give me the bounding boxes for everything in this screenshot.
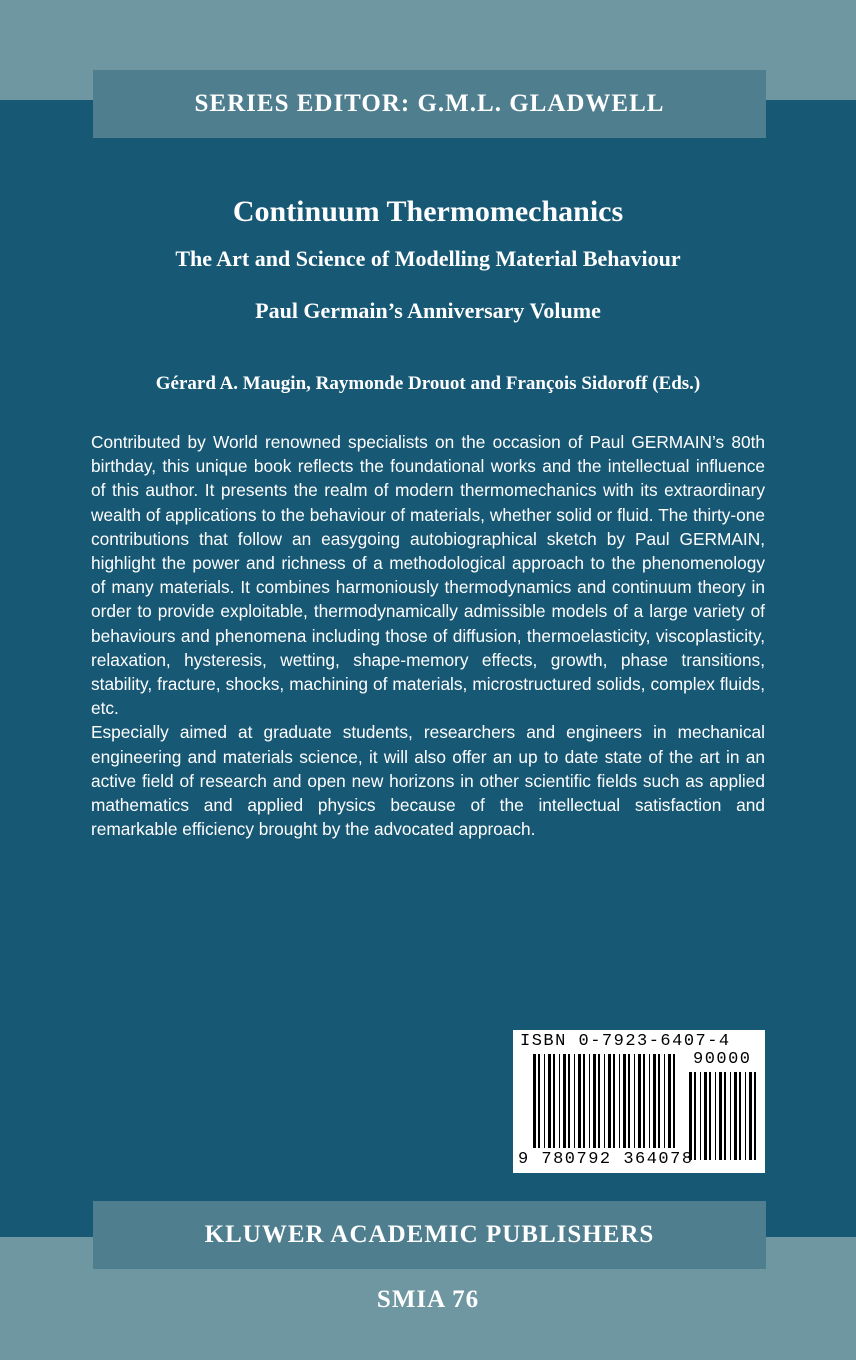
barcode-bar <box>553 1054 555 1148</box>
barcode-bar <box>544 1054 545 1148</box>
barcode-bar <box>653 1054 656 1148</box>
barcode-bar <box>628 1054 630 1148</box>
barcode-bar <box>658 1054 660 1148</box>
barcode-bar <box>604 1054 605 1148</box>
barcode-bar <box>724 1072 726 1160</box>
barcode-bar <box>719 1072 722 1160</box>
barcode-bar <box>619 1054 620 1148</box>
barcode-bar <box>563 1054 566 1148</box>
barcode-bar <box>623 1054 626 1148</box>
isbn-number: ISBN 0-7923-6407-4 <box>520 1032 731 1051</box>
barcode-bar <box>754 1072 756 1160</box>
barcode-bar <box>548 1054 551 1148</box>
barcode-bar <box>583 1054 585 1148</box>
barcode-bar <box>593 1054 596 1148</box>
barcode-bar <box>574 1054 575 1148</box>
volume-note: Paul Germain’s Anniversary Volume <box>255 298 601 323</box>
ean-number: 9 780792 364078 <box>518 1150 694 1169</box>
barcode-bar <box>649 1054 650 1148</box>
barcode-bar <box>704 1072 707 1160</box>
barcode-bar <box>643 1054 645 1148</box>
barcode-bar <box>673 1054 675 1148</box>
series-editor-label: SERIES EDITOR: G.M.L. GLADWELL <box>194 90 665 117</box>
barcode-bar <box>608 1054 611 1148</box>
barcode-bar <box>538 1054 540 1148</box>
barcode-bar <box>568 1054 570 1148</box>
book-title: Continuum Thermomechanics <box>232 195 624 228</box>
barcode-bar <box>578 1054 581 1148</box>
barcode-bar <box>664 1054 665 1148</box>
description-paragraph: Especially aimed at graduate students, researchers and engineers in mechanical engineering and materials science, it will also offer an up to date state of the art in an active field of research and open new horizons in other scientific fields such as applied mathematics and applied physics because of the intellectual satisfaction and remarkable efficiency brought by the advocated approach. <box>91 722 765 840</box>
barcode-bar <box>634 1054 635 1148</box>
publisher-box <box>93 1201 766 1269</box>
series-number: SMIA 76 <box>376 1286 480 1313</box>
barcode-bar <box>715 1072 716 1160</box>
barcode-bar <box>694 1072 696 1160</box>
barcode-bar <box>638 1054 641 1148</box>
barcode-bar <box>739 1072 741 1160</box>
barcode-bar <box>734 1072 737 1160</box>
barcode-bar <box>689 1072 692 1160</box>
barcode-bar <box>668 1054 671 1148</box>
book-subtitle: The Art and Science of Modelling Material Behaviour <box>175 246 681 271</box>
description-paragraph: Contributed by World renowned specialists on the occasion of Paul GERMAIN’s 80th birthday, this unique book reflects the foundational works and the intellectual influence of this author. It presents the realm of modern thermomechanics with its extraordinary wealth of applications to the behaviour of materials, whether solid or fluid. The thirty-one contributions that follow an easygoing autobiographical sketch by Paul GERMAIN, highlight the power and richness of a methodological approach to the phenomenology of many materials. It combines harmoniously thermodynamics and continuum theory in order to provide exploitable, thermodynamically admissible models of a large variety of behaviours and phenomena including those of diffusion, thermoelasticity, viscoplasticity, relaxation, hysteresis, wetting, shape-memory effects, growth, phase transitions, stability, fracture, shocks, machining of materials, microstructured solids, complex fluids, etc. <box>91 432 765 719</box>
barcode-bar <box>613 1054 615 1148</box>
ean-bars <box>533 1054 675 1148</box>
series-editor-box <box>93 70 766 138</box>
barcode-bar <box>700 1072 701 1160</box>
barcode-bar <box>559 1054 560 1148</box>
book-description <box>91 430 765 841</box>
barcode-bar <box>533 1054 536 1148</box>
isbn-barcode <box>513 1030 765 1173</box>
barcode-bar <box>589 1054 590 1148</box>
barcode-bar <box>730 1072 731 1160</box>
addon-bars <box>689 1072 756 1160</box>
publisher-name: KLUWER ACADEMIC PUBLISHERS <box>204 1221 655 1248</box>
barcode-bar <box>709 1072 711 1160</box>
price-addon-number: 90000 <box>693 1050 752 1069</box>
editors-line: Gérard A. Maugin, Raymonde Drouot and François Sidoroff (Eds.) <box>155 373 701 394</box>
barcode-bar <box>598 1054 600 1148</box>
barcode-bar <box>745 1072 746 1160</box>
barcode-bar <box>749 1072 752 1160</box>
